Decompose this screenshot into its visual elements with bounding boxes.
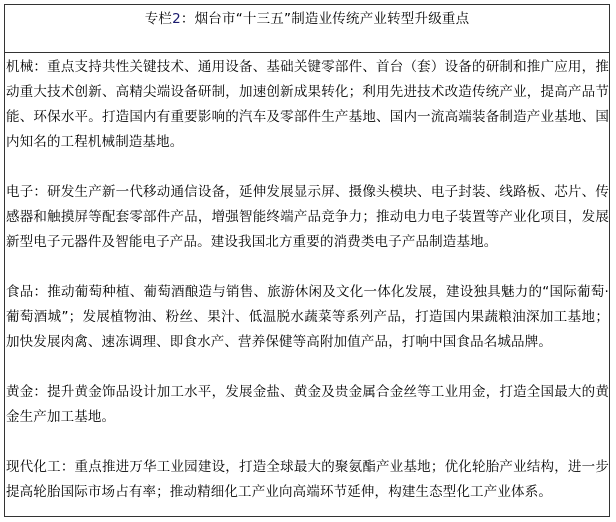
sidebar-box xyxy=(4,4,610,517)
section-electronics: 电子：研发生产新一代移动通信设备，延伸发展显示屏、摄像头模块、电子封装、线路板、芯片、传感器和触摸屏等配套零部件产品，增强智能终端产品竞争力；推动电力电子装置等产业化项目，发展新型电子元器件及智能电子产品。建设我国北方重要的消费类电子产品制造基地。 xyxy=(6,184,609,250)
title-number: 2 xyxy=(172,11,181,27)
section-chemical: 现代化工：重点推进万华工业园建设，打造全球最大的聚氨酯产业基地；优化轮胎产业结构，进一步提高轮胎国际市场占有率；推动精细化工产业向高端环节延伸，构建生态型化工产业体系。 xyxy=(6,459,609,500)
section-food: 食品：推动葡萄种植、葡萄酒酿造与销售、旅游休闲及文化一体化发展，建设独具魅力的“国际葡萄·葡萄酒城”；发展植物油、粉丝、果汁、低温脱水蔬菜等系列产品，打造国内果蔬粮油深加工基地；加快发展肉禽、速冻调理、即食水产、营养保健等高附加值产品，打响中国食品名城品牌。 xyxy=(6,284,609,350)
title-rest: ：烟台市“十三五”制造业传统产业转型升级重点 xyxy=(180,11,470,27)
box-title xyxy=(5,5,609,53)
title-prefix: 专栏 xyxy=(144,11,173,27)
section-gold: 黄金：提升黄金饰品设计加工水平，发展金盐、黄金及贵金属合金丝等工业用金，打造全国最大的黄金生产加工基地。 xyxy=(6,384,609,425)
section-machinery: 机械：重点支持共性关键技术、通用设备、基础关键零部件、首台（套）设备的研制和推广应用，推动重大技术创新、高精尖端设备研制，加速创新成果转化；利用先进技术改造传统产业，提高产品节能、环保水平。打造国内有重要影响的汽车及零部件生产基地、国内一流高端装备制造产业基地、国内知名的工程机械制造基地。 xyxy=(6,59,609,150)
box-content xyxy=(5,53,609,505)
